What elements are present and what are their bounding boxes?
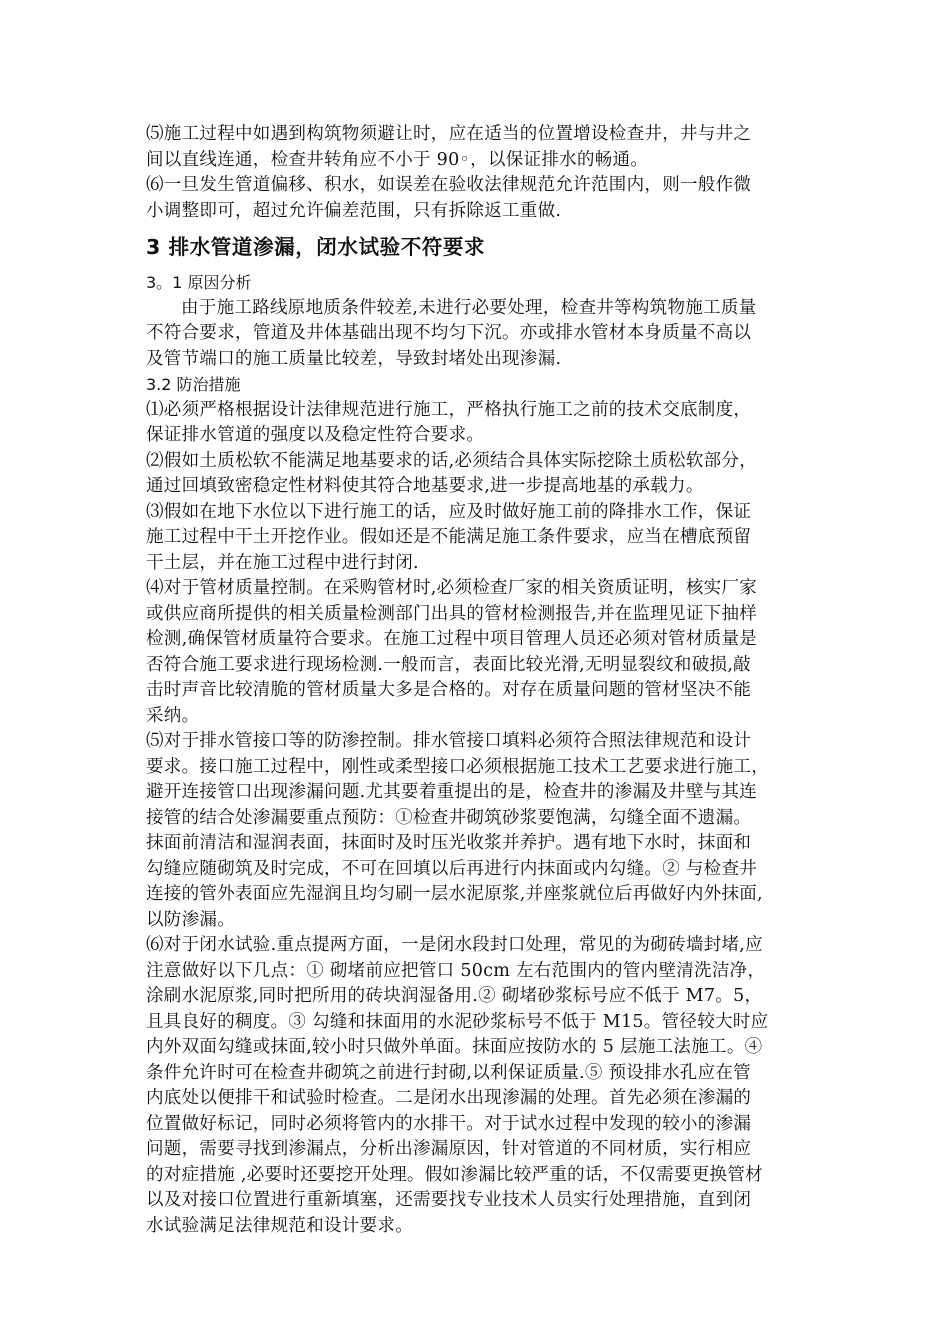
text-line: 以防渗漏。 xyxy=(146,909,235,930)
text-line: ⑷对于管材质量控制。在采购管材时,必须检查厂家的相关资质证明，核实厂家 xyxy=(146,578,758,598)
paragraph-measure-5 xyxy=(146,729,814,933)
text-line: 接管的结合处渗漏要重点预防：①检查井砌筑砂浆要饱满，勾缝全面不遗漏。 xyxy=(146,807,752,828)
text-line: 通过回填致密稳定性材料使其符合地基要求,进一步提高地基的承载力。 xyxy=(146,476,704,496)
text-line: 检测,确保管材质量符合要求。在施工过程中项目管理人员还必须对管材质量是 xyxy=(146,629,758,649)
document-page xyxy=(146,122,814,1239)
text-line: 或供应商所提供的相关质量检测部门出具的管材检测报告,并在监理见证下抽样 xyxy=(146,603,758,624)
text-line: 避开连接管口出现渗漏问题.尤其要着重提出的是，检查井的渗漏及井壁与其连 xyxy=(146,782,758,802)
text-line: 保证排水管道的强度以及稳定性符合要求。 xyxy=(146,425,485,445)
text-line: 条件允许时可在检查井砌筑之前进行封砌,以利保证质量.⑤ 预设排水孔应在管 xyxy=(146,1062,751,1083)
text-line: 击时声音比较清脆的管材质量大多是合格的。对存在质量问题的管材坚决不能 xyxy=(146,680,752,700)
text-line: ⑸施工过程中如遇到构筑物须避让时，应在适当的位置增设检查井，井与井之 xyxy=(146,124,752,144)
text-line: 注意做好以下几点：① 砌堵前应把管口 50cm 左右范围内的管内壁清洗洁净， xyxy=(146,960,766,981)
text-line: 涂刷水泥原浆,同时把所用的砖块润湿备用.② 砌堵砂浆标号应不低于 M7。5， xyxy=(146,986,763,1006)
text-line: ⑶假如在地下水位以下进行施工的话，应及时做好施工前的降排水工作，保证 xyxy=(146,501,752,522)
text-line: 由于施工路线原地质条件较差,未进行必要处理，检查井等构筑物施工质量 xyxy=(181,297,757,318)
text-line: ⑴必须严格根据设计法律规范进行施工，严格执行施工之前的技术交底制度， xyxy=(146,399,752,420)
text-line: 抹面前清洁和湿润表面，抹面时及时压光收浆并养护。遇有地下水时，抹面和 xyxy=(146,833,752,853)
text-line: 采纳。 xyxy=(146,705,200,726)
text-line: 不符合要求，管道及井体基础出现不均匀下沉。亦或排水管材本身质量不高以 xyxy=(146,323,752,343)
text-line: ⑹对于闭水试验.重点提两方面，一是闭水段封口处理，常见的为砌砖墙封堵,应 xyxy=(146,935,763,955)
text-line: ⑸对于排水管接口等的防渗控制。排水管接口填料必须符合照法律规范和设计 xyxy=(146,731,752,751)
text-line: 内外双面勾缝或抹面,较小时只做外单面。抹面应按防水的 5 层施工法施工。④ xyxy=(146,1037,763,1057)
section-heading: 3 排水管道渗漏，闭水试验不符要求 xyxy=(146,235,486,259)
text-line: 小调整即可，超过允许偏差范围，只有拆除返工重做. xyxy=(146,200,562,221)
text-line: 连接的管外表面应先湿润且均匀刷一层水泥原浆,并座浆就位后再做好内外抹面, xyxy=(146,884,763,904)
paragraph-cause-analysis xyxy=(146,296,814,373)
text-line: 位置做好标记，同时必须将管内的水排干。对于试水过程中发现的较小的渗漏 xyxy=(146,1113,752,1134)
text-line: 要求。接口施工过程中，刚性或柔型接口必须根据施工技术工艺要求进行施工， xyxy=(146,756,769,777)
paragraph-measure-6 xyxy=(146,933,814,1239)
text-line: 施工过程中干土开挖作业。假如还是不能满足施工条件要求，应当在槽底预留 xyxy=(146,527,752,547)
text-line: 且具良好的稠度。③ 勾缝和抹面用的水泥砂浆标号不低于 M15。管径较大时应 xyxy=(146,1011,769,1032)
text-line: ⑹一旦发生管道偏移、积水，如误差在验收法律规范允许范围内，则一般作微 xyxy=(146,175,752,195)
text-line: 的对症措施 ,必要时还要挖开处理。假如渗漏比较严重的话，不仅需要更换管材 xyxy=(146,1164,763,1185)
text-line: 间以直线连通，检查井转角应不小于 90◦，以保证排水的畅通。 xyxy=(146,149,649,170)
text-line: 否符合施工要求进行现场检测.一般而言，表面比较光滑,无明显裂纹和破损,敲 xyxy=(146,654,751,675)
paragraph-measure-2 xyxy=(146,449,814,500)
subsection-title-cause: 3。1 原因分析 xyxy=(146,273,252,292)
paragraph-measure-3 xyxy=(146,500,814,577)
text-line: 以及对接口位置进行重新填塞，还需要找专业技术人员实行处理措施，直到闭 xyxy=(146,1190,752,1210)
paragraph-section2-item5 xyxy=(146,122,814,173)
text-line: 勾缝应随砌筑及时完成，不可在回填以后再进行内抹面或内勾缝。② 与检查井 xyxy=(146,858,758,879)
paragraph-section2-item6 xyxy=(146,173,814,224)
paragraph-measure-1 xyxy=(146,398,814,449)
text-line: 水试验满足法律规范和设计要求。 xyxy=(146,1215,413,1236)
text-line: 问题，需要寻找到渗漏点，分析出渗漏原因，针对管道的不同材质，实行相应 xyxy=(146,1139,752,1159)
text-line: ⑵假如土质松软不能满足地基要求的话,必须结合具体实际挖除土质松软部分， xyxy=(146,450,758,471)
text-line: 内底处以便排干和试验时检查。二是闭水出现渗漏的处理。首先必须在渗漏的 xyxy=(146,1088,752,1108)
text-line: 干土层，并在施工过程中进行封闭. xyxy=(146,552,419,573)
subsection-title-measures: 3.2 防治措施 xyxy=(146,375,241,394)
paragraph-measure-4 xyxy=(146,576,814,729)
text-line: 及管节端口的施工质量比较差，导致封堵处出现渗漏. xyxy=(146,348,562,369)
